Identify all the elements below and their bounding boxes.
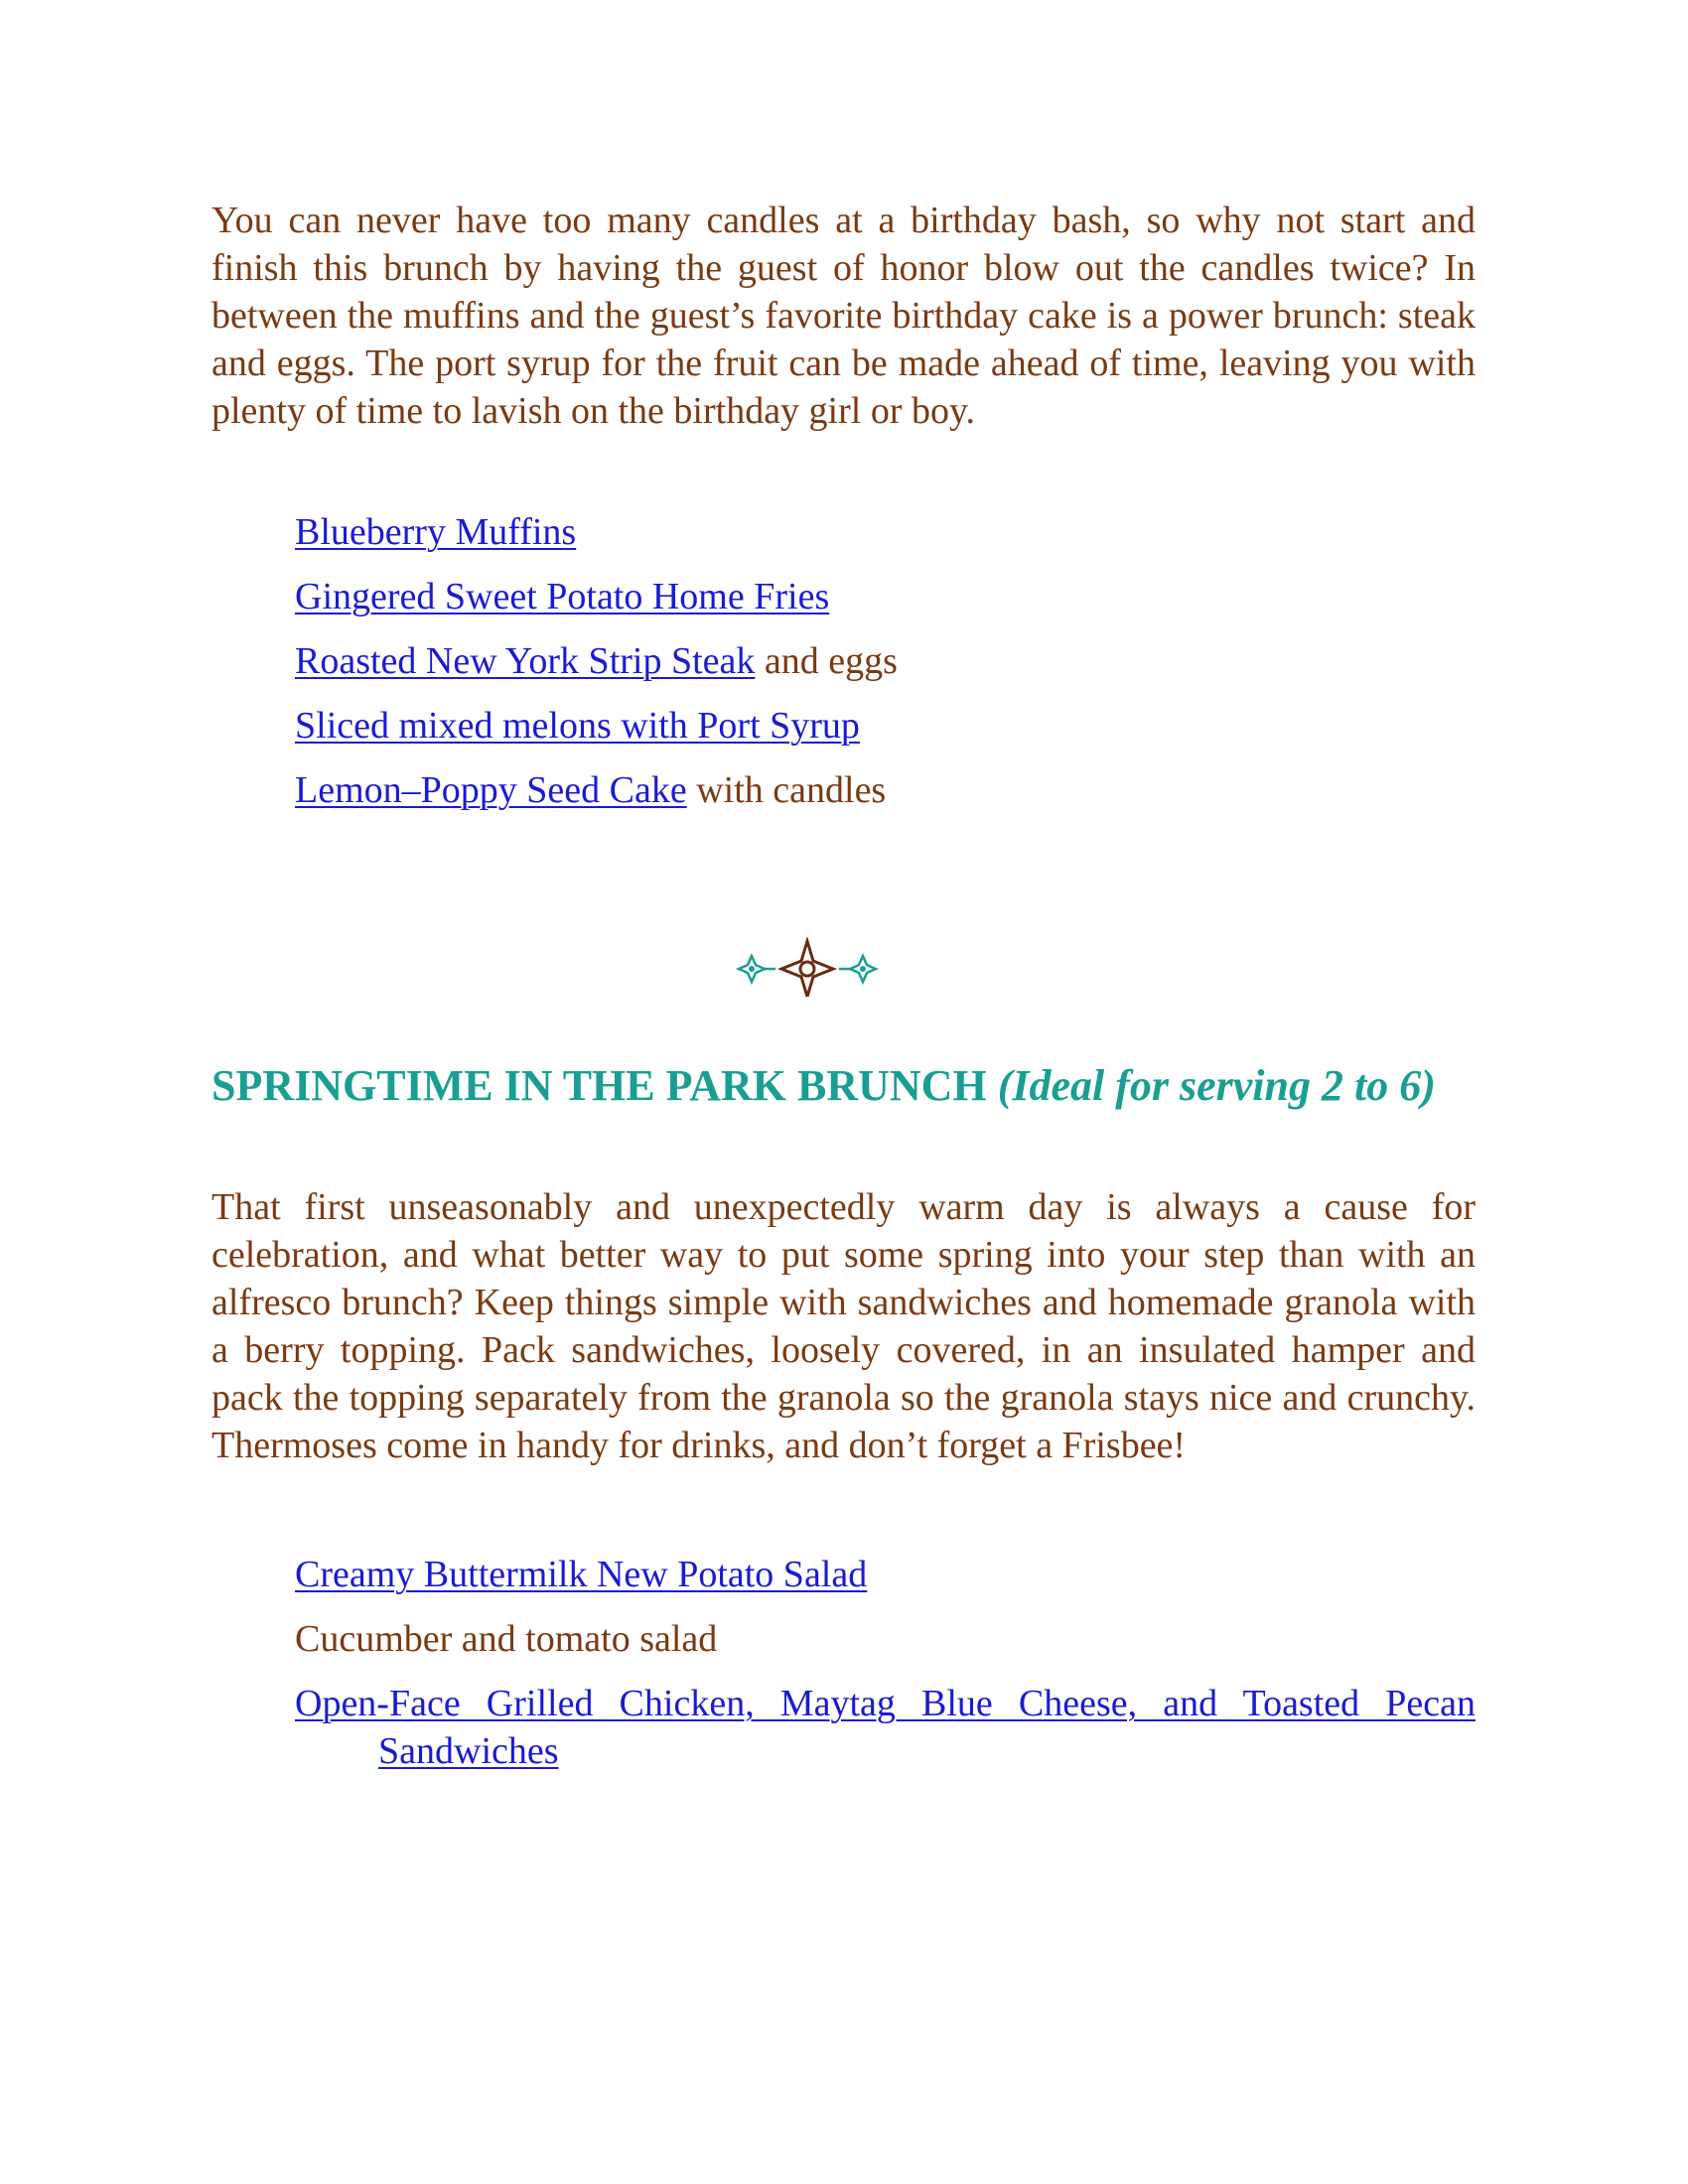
birthday-brunch-menu [295, 508, 1476, 814]
menu-item-suffix: and eggs [755, 640, 898, 682]
sweet-potato-home-fries-link[interactable]: Gingered Sweet Potato Home Fries [295, 576, 830, 617]
menu-item [295, 637, 1476, 685]
menu-item-suffix: with candles [686, 769, 887, 811]
springtime-brunch-intro: That first unseasonably and unexpectedly warm day is always a cause for celebration, and what better way to put some spring into your step than with an alfresco brunch? Keep things simple with sandwiches and homemade granola with a berry topping. Pack sandwiches, loosely covered, in an insulated hamper and pack the topping separately from the granola so the granola stays nice and crunchy. Thermoses come in handy for drinks, and don’t forget a Frisbee! [211, 1186, 1476, 1466]
heading-title: SPRINGTIME IN THE PARK BRUNCH [211, 1061, 987, 1110]
grilled-chicken-sandwiches-link[interactable]: Open-Face Grilled Chicken, Maytag Blue Cheese, and Toasted Pecan Sandwiches [295, 1683, 1476, 1772]
menu-item: Cucumber and tomato salad [295, 1618, 718, 1660]
menu-item [295, 1680, 1476, 1775]
birthday-brunch-intro: You can never have too many candles at a birthday bash, so why not start and finish this brunch by having the guest of honor blow out the candles twice? In between the muffins and the guest’s favorite birthday cake is a power brunch: steak and eggs. The port syrup for the fruit can be made ahead of time, leaving you with plenty of time to lavish on the birthday girl or boy. [211, 200, 1476, 432]
blueberry-muffins-link[interactable]: Blueberry Muffins [295, 511, 577, 553]
menu-item [295, 1551, 1476, 1598]
heading-subtitle: (Ideal for serving 2 to 6) [997, 1061, 1436, 1110]
menu-item [295, 702, 1476, 750]
four-point-star-ornament-icon [728, 937, 887, 997]
springtime-brunch-menu [295, 1551, 1476, 1775]
menu-item [295, 766, 1476, 814]
page-content [211, 197, 1476, 1792]
menu-item [295, 573, 1476, 620]
buttermilk-potato-salad-link[interactable]: Creamy Buttermilk New Potato Salad [295, 1554, 868, 1595]
section-divider [211, 937, 1476, 997]
springtime-brunch-heading [211, 1058, 1476, 1114]
menu-item [295, 508, 1476, 556]
strip-steak-link[interactable]: Roasted New York Strip Steak [295, 640, 756, 682]
lemon-poppy-seed-cake-link[interactable]: Lemon–Poppy Seed Cake [295, 769, 687, 811]
melons-port-syrup-link[interactable]: Sliced mixed melons with Port Syrup [295, 705, 860, 747]
